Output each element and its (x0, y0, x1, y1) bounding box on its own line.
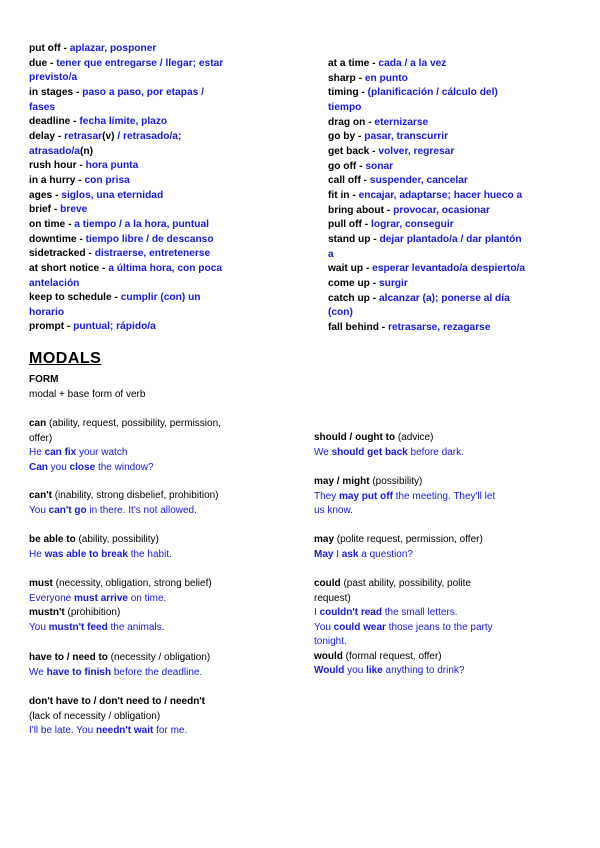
term-text: pull off (328, 219, 362, 231)
translation-text: was able to break (44, 548, 128, 560)
term-text: - (76, 160, 86, 172)
text-line (29, 42, 279, 57)
translation-text: us know. (314, 505, 353, 516)
translation-text: siglos, una eternidad (61, 189, 164, 201)
term-text: would (314, 650, 343, 662)
term-text: must (29, 578, 53, 589)
term-text: - (378, 321, 388, 333)
translation-text: you (344, 665, 367, 676)
translation-text: horario (29, 306, 65, 318)
translation-text: anything to drink? (382, 665, 465, 676)
translation-text: tiempo (328, 101, 362, 113)
translation-text: cumplir (con) un (120, 292, 201, 304)
translation-text: paso a paso, por etapas / (82, 86, 204, 98)
text-line (314, 664, 574, 679)
translation-text: pasar, transcurrir (364, 131, 449, 143)
term-text: at a time (328, 58, 370, 69)
translation-text: couldn't read (319, 607, 382, 618)
term-text: (necessity, obligation, strong belief) (52, 578, 212, 589)
translation-text: tonight. (314, 636, 347, 647)
text-line (328, 160, 588, 175)
translation-text: a última hora, con poca (108, 262, 223, 274)
translation-text: I'll be late. You (29, 725, 96, 736)
term-text: call off (328, 175, 361, 187)
glossary-left-column (29, 42, 279, 335)
text-line (328, 321, 588, 336)
term-text: - (349, 189, 359, 201)
term-text: - (85, 248, 95, 260)
text-line (29, 233, 279, 248)
term-text: get back (328, 145, 370, 157)
translation-text: mustn't feed (48, 621, 108, 633)
term-text: (ability, request, possibility, permission, (46, 418, 221, 429)
glossary-right-column (328, 57, 588, 335)
translation-text: sonar (365, 160, 394, 172)
modal-entry-be-able-to (29, 533, 279, 562)
translation-text: hora punta (85, 160, 139, 172)
translation-text: provocar, ocasionar (393, 204, 490, 216)
text-line (29, 577, 279, 592)
translation-text: have to finish (46, 666, 112, 678)
text-line (314, 606, 574, 621)
term-text: ages (29, 189, 53, 201)
translation-text: distraerse, entretenerse (94, 248, 211, 260)
translation-text: retrasar (64, 130, 103, 142)
text-line (328, 277, 588, 292)
term-text: - (60, 43, 70, 54)
translation-text: suspender, cancelar (369, 175, 468, 187)
translation-text: on time. (127, 592, 167, 604)
translation-text: a (328, 248, 334, 260)
translation-text: the small letters. (381, 607, 458, 618)
term-text: drag on (328, 116, 366, 128)
text-line (29, 504, 279, 519)
translation-text: antelación (29, 277, 80, 289)
translation-text: esperar levantado/a despierto/a (372, 263, 526, 275)
text-line (29, 262, 279, 277)
translation-text: a question? (358, 548, 413, 560)
term-text: - (55, 130, 65, 142)
term-text: - (384, 204, 394, 216)
term-text: - (51, 204, 61, 216)
term-text: downtime (29, 233, 77, 245)
translation-text: You (29, 621, 49, 633)
text-line (29, 277, 279, 292)
text-line (328, 262, 588, 277)
term-text: can't (29, 490, 52, 501)
term-text: - (64, 321, 74, 333)
text-line (29, 145, 279, 160)
term-text: (past ability, possibility, polite (340, 578, 471, 589)
translation-text: puntual; rápido/a (73, 321, 156, 333)
translation-text: Everyone (29, 592, 75, 604)
term-text: (v) (102, 130, 115, 142)
translation-text: fases (29, 101, 56, 113)
term-text: - (369, 292, 379, 304)
form-label: FORM (29, 374, 59, 385)
translation-text: can fix (44, 447, 77, 458)
text-line (314, 490, 574, 505)
term-text: - (75, 174, 85, 186)
text-line (29, 710, 279, 725)
term-text: keep to schedule (29, 292, 112, 304)
translation-text: alcanzar (a); ponerse al día (378, 292, 510, 304)
text-line (29, 695, 279, 710)
text-line (29, 461, 279, 476)
text-line (29, 606, 279, 621)
term-text: (prohibition) (64, 607, 121, 618)
translation-text: lograr, conseguir (371, 219, 454, 231)
translation-text: / retrasado/a; (114, 130, 182, 142)
text-line (328, 72, 588, 87)
term-text: - (369, 145, 379, 157)
text-line (29, 159, 279, 174)
term-text: due (29, 57, 48, 69)
text-line (29, 71, 279, 86)
term-text: (possibility) (369, 476, 423, 487)
term-text: (polite request, permission, offer) (334, 534, 483, 545)
term-text: may / might (314, 476, 370, 487)
text-line (29, 291, 279, 306)
translation-text: tiempo libre / de descanso (85, 233, 214, 245)
text-line (328, 86, 588, 101)
text-line (29, 666, 279, 681)
translation-text: dejar plantado/a / dar plantón (379, 233, 522, 245)
term-text: offer) (29, 432, 53, 444)
modal-entry-can (29, 417, 279, 475)
term-text: delay (29, 130, 56, 142)
text-line (314, 446, 574, 461)
translation-text: before the deadline. (111, 666, 203, 678)
translation-text: Would (314, 665, 345, 676)
translation-text: We (29, 666, 47, 678)
text-line (29, 57, 279, 72)
term-text: don't have to / don't need to / needn't (29, 696, 206, 707)
translation-text: the habit. (127, 548, 172, 560)
text-line (328, 233, 588, 248)
text-line (328, 116, 588, 131)
text-line (314, 533, 574, 548)
term-text: (n) (79, 145, 93, 157)
text-line (29, 174, 279, 189)
term-text: - (369, 58, 379, 69)
term-text: - (47, 57, 57, 69)
term-text: stand up (328, 233, 371, 245)
modal-entry-should (314, 431, 574, 460)
translation-text: your watch (76, 447, 128, 458)
modal-entry-dont-have-to (29, 695, 279, 739)
form-description: modal + base form of verb (29, 389, 146, 400)
text-line (29, 417, 279, 432)
translation-text: needn't wait (95, 725, 154, 736)
text-line (328, 306, 588, 321)
term-text: - (360, 175, 370, 187)
translation-text: May (314, 548, 334, 560)
translation-text: They (314, 490, 340, 502)
translation-text: tener que entregarse / llegar; estar (56, 57, 224, 69)
text-line (29, 130, 279, 145)
translation-text: breve (60, 204, 88, 216)
term-text: can (29, 418, 47, 429)
translation-text: in there. It's not allowed. (86, 504, 197, 516)
term-text: catch up (328, 292, 370, 304)
text-line (328, 189, 588, 204)
term-text: put off (29, 43, 61, 54)
term-text: bring about (328, 204, 385, 216)
text-line (29, 548, 279, 563)
text-line (328, 204, 588, 219)
translation-text: volver, regresar (378, 145, 455, 157)
term-text: - (363, 263, 373, 275)
term-text: - (365, 116, 375, 128)
text-line (328, 292, 588, 307)
text-line (314, 504, 574, 519)
translation-text: could wear (333, 621, 386, 633)
term-text: go by (328, 131, 356, 143)
term-text: fall behind (328, 321, 379, 333)
modal-entry-must (29, 577, 279, 635)
translation-text: like (366, 665, 383, 676)
term-text: rush hour (29, 160, 77, 172)
translation-text: He (29, 447, 45, 458)
text-line (328, 145, 588, 160)
translation-text: aplazar, posponer (69, 43, 157, 54)
translation-text: encajar, adaptarse; hacer hueco a (358, 189, 523, 201)
translation-text: must arrive (74, 592, 128, 604)
modal-entry-cant (29, 489, 279, 518)
text-line (29, 115, 279, 130)
term-text: deadline (29, 116, 71, 128)
term-text: - (99, 262, 109, 274)
term-text: - (111, 292, 121, 304)
term-text: sharp (328, 72, 356, 84)
term-text: request) (314, 592, 351, 604)
term-text: at short notice (29, 262, 100, 274)
translation-text: I (333, 548, 342, 560)
modal-entry-could (314, 577, 574, 679)
term-text: - (355, 72, 365, 84)
term-text: sidetracked (29, 248, 86, 260)
translation-text: eternizarse (374, 116, 429, 128)
modal-entry-might (314, 475, 574, 519)
text-line (29, 306, 279, 321)
text-line (29, 533, 279, 548)
translation-text: before dark. (407, 446, 464, 458)
translation-text: atrasado/a (29, 145, 80, 157)
text-line (29, 651, 279, 666)
translation-text: surgir (378, 277, 408, 289)
translation-text: You (314, 621, 334, 633)
term-text: fit in (328, 189, 350, 201)
translation-text: (con) (328, 307, 353, 319)
text-line (29, 621, 279, 636)
term-text: brief (29, 204, 52, 216)
translation-text: close (69, 461, 96, 473)
text-line (328, 130, 588, 145)
term-text: - (76, 233, 86, 245)
term-text: (formal request, offer) (342, 650, 442, 662)
translation-text: We (314, 446, 332, 458)
translation-text: con prisa (84, 174, 130, 186)
text-line (29, 86, 279, 101)
term-text: (inability, strong disbelief, prohibition) (51, 490, 219, 501)
term-text: - (356, 160, 366, 172)
translation-text: those jeans to the party (385, 621, 493, 633)
text-line (314, 592, 574, 607)
text-line (29, 189, 279, 204)
text-line (29, 247, 279, 262)
modal-entry-may (314, 533, 574, 562)
modal-entry-have-to (29, 651, 279, 680)
term-text: (necessity / obligation) (107, 652, 211, 663)
term-text: could (314, 578, 341, 589)
translation-text: a tiempo / a la hora, puntual (74, 218, 210, 230)
text-line (314, 577, 574, 592)
term-text: - (370, 233, 380, 245)
text-line (314, 650, 574, 665)
term-text: on time (29, 218, 66, 230)
term-text: - (73, 86, 83, 98)
term-text: in stages (29, 86, 74, 98)
text-line (328, 174, 588, 189)
translation-text: may put off (339, 490, 393, 502)
translation-text: en punto (364, 72, 408, 84)
text-line (29, 101, 279, 116)
translation-text: fecha límite, plazo (79, 116, 168, 128)
term-text: come up (328, 277, 370, 289)
term-text: - (361, 219, 372, 231)
text-line (29, 489, 279, 504)
translation-text: retrasarse, rezagarse (388, 321, 491, 333)
text-line (314, 548, 574, 563)
translation-text: the meeting. They'll let (392, 490, 496, 502)
text-line (29, 203, 279, 218)
text-line (29, 320, 279, 335)
term-text: - (70, 116, 80, 128)
translation-text: You (29, 504, 49, 516)
term-text: timing (328, 87, 359, 99)
translation-text: ask (341, 548, 359, 560)
translation-text: cada / a la vez (378, 58, 447, 69)
text-line (314, 635, 574, 650)
term-text: in a hurry (29, 174, 76, 186)
translation-text: should get back (331, 446, 408, 458)
text-line (314, 431, 574, 446)
text-line (328, 218, 588, 233)
term-text: mustn't (29, 607, 65, 618)
term-text: - (358, 87, 368, 99)
term-text: wait up (328, 263, 364, 275)
translation-text: can't go (48, 504, 87, 516)
term-text: - (52, 189, 62, 201)
term-text: (ability, possibility) (75, 534, 159, 545)
text-line (29, 724, 279, 739)
modals-heading: MODALS (29, 350, 102, 367)
term-text: prompt (29, 321, 65, 333)
term-text: - (65, 218, 75, 230)
text-line (328, 57, 588, 72)
text-line (314, 621, 574, 636)
translation-text: you (47, 461, 70, 473)
term-text: (advice) (395, 432, 434, 443)
translation-text: previsto/a (29, 72, 78, 84)
translation-text: for me. (153, 725, 188, 736)
translation-text: the window? (95, 461, 154, 473)
text-line (29, 432, 279, 447)
text-line (29, 592, 279, 607)
term-text: (lack of necessity / obligation) (29, 710, 161, 722)
text-line (29, 218, 279, 233)
text-line (29, 446, 279, 461)
translation-text: (planificación / cálculo del) (367, 87, 498, 99)
translation-text: the animals. (107, 621, 165, 633)
text-line (328, 248, 588, 263)
translation-text: Can (29, 461, 48, 473)
text-line (314, 475, 574, 490)
text-line (328, 101, 588, 116)
term-text: go off (328, 160, 357, 172)
term-text: - (369, 277, 379, 289)
term-text: have to / need to (29, 652, 108, 663)
translation-text: He (29, 548, 45, 560)
term-text: may (314, 534, 335, 545)
translation-text: I (314, 607, 320, 618)
term-text: should / ought to (314, 432, 396, 443)
term-text: be able to (29, 534, 76, 545)
term-text: - (355, 131, 365, 143)
